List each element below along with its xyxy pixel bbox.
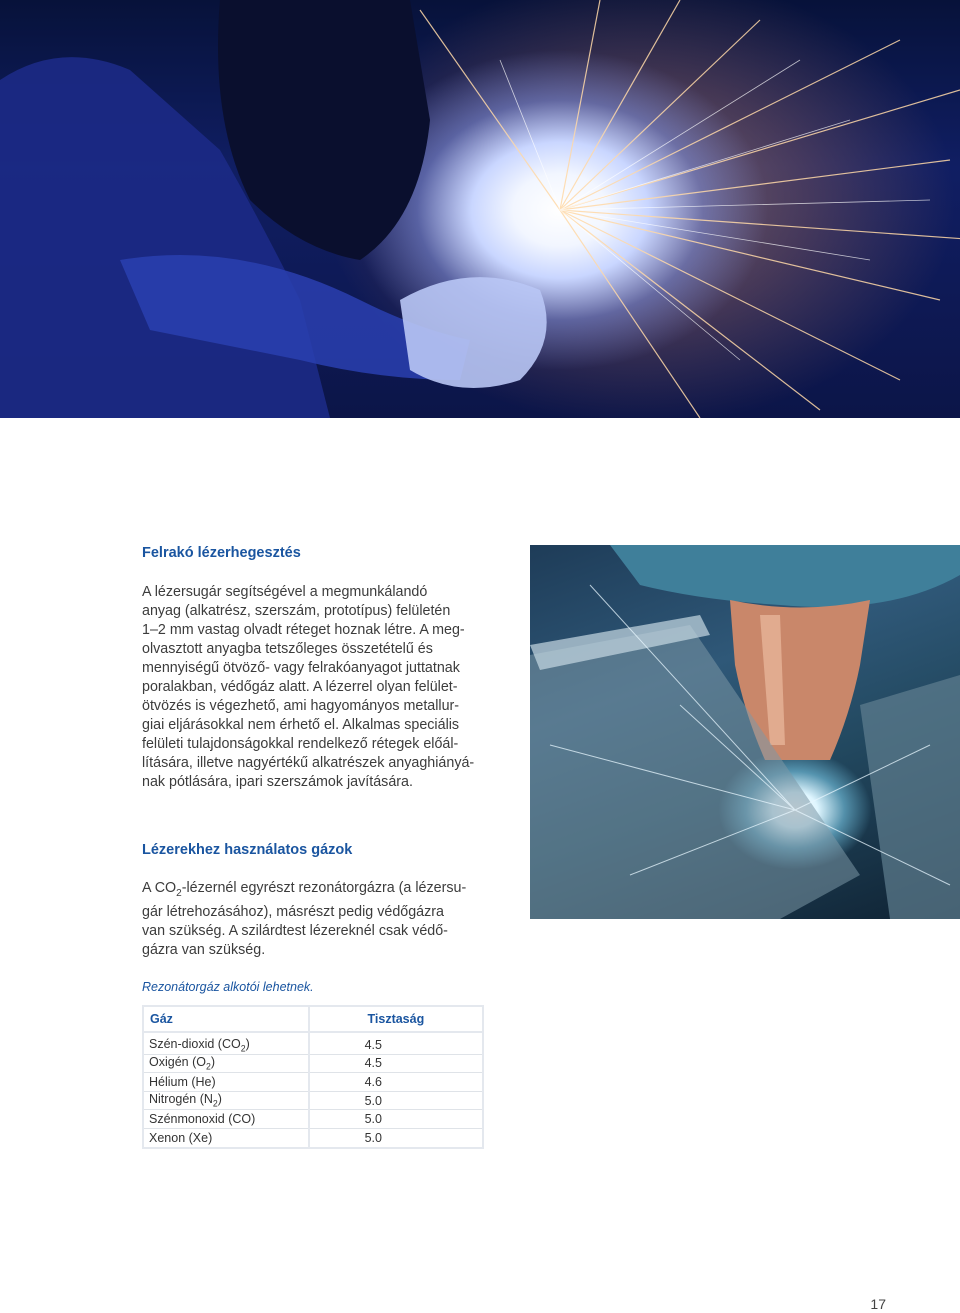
co2-line-rest: -lézernél egyrészt rezonátorgázra (a lézersu- [181,880,467,896]
welding-sparks-photo [0,0,960,418]
gas-subscript: 2 [205,1061,211,1072]
paragraph-line: van szükség. A szilárdtest lézereknél csak védő- [142,922,448,939]
table-row [143,1110,483,1129]
welding-glove-shape [400,277,547,388]
section-heading-laser-cladding: Felrakó lézerhegesztés [142,545,301,561]
paragraph-line: nak pótlására, ipari szerszámok javítására. [142,774,413,790]
gas-name-cell [143,1073,309,1092]
table-row [143,1128,483,1147]
paragraph-line: anyag (alkatrész, szerszám, prototípus) felületén [142,603,451,619]
paragraph-line: olvasztott anyagba tetszőleges összetételű és [142,641,433,657]
gas-name: Szén-dioxid (CO [149,1036,241,1051]
table-row [143,1073,483,1092]
table-header-row [143,1006,483,1032]
table-row [143,1091,483,1110]
gas-suffix: ) [210,1055,216,1070]
laser-nozzle-photo [530,545,960,919]
gas-name: Nitrogén (N [149,1092,213,1107]
paragraph-line: giai eljárásokkal nem érhető el. Alkalmas speciális [142,717,460,733]
column-header-gas: Gáz [143,1006,309,1032]
spark-lines-fine [500,60,930,360]
gas-name: Hélium (He) [149,1074,216,1089]
gas-name-cell [143,1128,309,1147]
gas-name-cell [143,1110,309,1129]
gas-name-cell [143,1032,309,1054]
purity-cell: 4.6 [309,1073,483,1092]
gas-subscript: 2 [240,1043,246,1054]
paragraph-line: poralakban, védőgáz alatt. A lézerrel olyan felület- [142,679,458,695]
page-number: 17 [870,1296,886,1312]
paragraph-line: felületi tulajdonságokkal rendelkező rétegek előál- [142,736,459,752]
gas-name-cell [143,1054,309,1073]
table-caption: Rezonátorgáz alkotói lehetnek. [142,980,314,994]
paragraph-line: gár létrehozásához), másrészt pedig védőgázra [142,903,444,920]
paragraph-line: gázra van szükség. [142,941,266,958]
paragraph-line: A lézersugár segítségével a megmunkálandó [142,584,428,600]
gas-name: Xenon (Xe) [149,1130,213,1145]
co2-prefix: A CO [142,880,177,896]
paragraph-line: mennyiségű ötvöző- vagy felrakóanyagot juttatnak [142,660,460,676]
paragraph-line: lítására, illetve nagyértékű alkatrészek anyaghiányá- [142,755,475,771]
gas-suffix: ) [217,1092,222,1107]
co2-subscript: 2 [176,887,182,899]
gas-subscript: 2 [212,1098,218,1109]
paragraph-line: ötvözés is végezhető, ami hagyományos metallur- [142,698,460,714]
purity-cell: 4.5 [309,1054,483,1073]
gas-name: Szénmonoxid (CO) [149,1112,256,1127]
section-heading-laser-gases: Lézerekhez használatos gázok [142,842,353,858]
purity-cell: 4.5 [309,1032,483,1054]
gas-name-cell [143,1091,309,1110]
gas-suffix: ) [245,1036,250,1051]
laser-gases-paragraph [142,879,466,960]
gas-name: Oxigén (O [149,1055,206,1070]
paragraph-line [142,879,466,903]
welding-sparks-illustration [0,0,960,418]
resonator-gas-table [142,1005,484,1149]
purity-cell: 5.0 [309,1091,483,1110]
laser-cladding-paragraph [142,583,474,792]
table-row [143,1032,483,1054]
purity-cell: 5.0 [309,1110,483,1129]
table-row [143,1054,483,1073]
purity-cell: 5.0 [309,1128,483,1147]
laser-nozzle-illustration [530,545,960,919]
machine-head-shape [610,545,960,607]
paragraph-line: 1–2 mm vastag olvadt réteget hoznak létre. A meg- [142,622,465,638]
column-header-purity: Tisztaság [309,1006,483,1032]
